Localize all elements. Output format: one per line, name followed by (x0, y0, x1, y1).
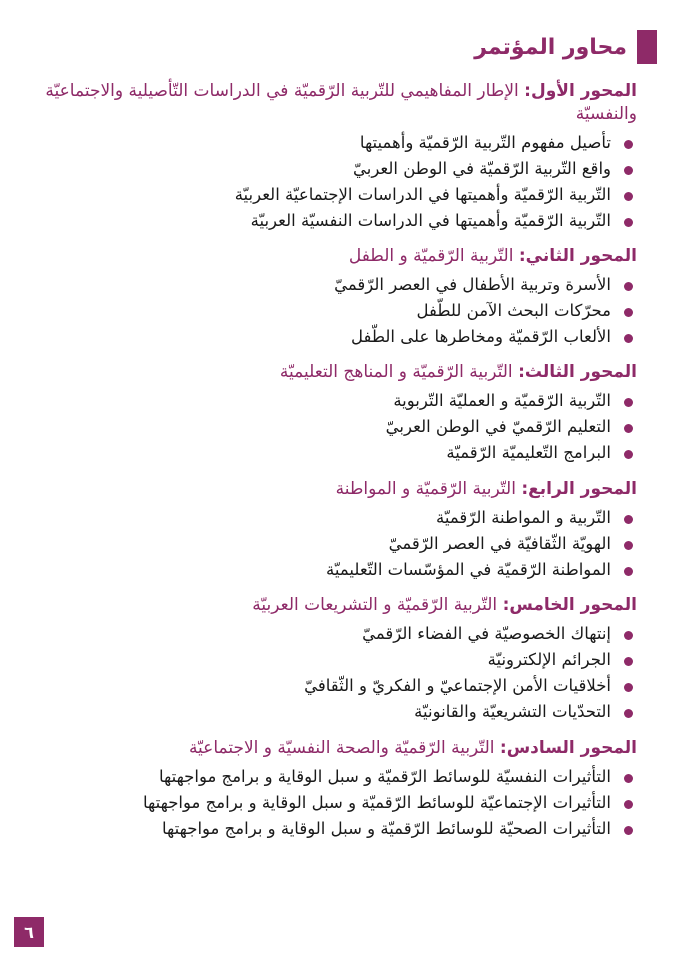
axis-4 (36, 478, 637, 583)
section-header (474, 30, 657, 64)
axis-items (36, 505, 637, 583)
list-item: التأثيرات النفسيّة للوسائط الرّقميّة و سبل الوقاية و برامج مواجهتها (36, 764, 637, 790)
list-item: أخلاقيات الأمن الإجتماعيّ و الفكريّ و الثّقافيّ (36, 673, 637, 699)
axis-label: المحور الثاني: (518, 246, 637, 266)
axis-topic: التّربية الرّقميّة و التشريعات العربيّة (252, 595, 498, 615)
list-item: الألعاب الرّقميّة ومخاطرها على الطّفل (36, 324, 637, 350)
axis-1 (36, 80, 637, 234)
axis-5 (36, 594, 637, 725)
list-item: محرّكات البحث الآمن للطّفل (36, 298, 637, 324)
list-item: الأسرة وتربية الأطفال في العصر الرّقميّ (36, 272, 637, 298)
axis-label: المحور السادس: (499, 738, 637, 758)
header-accent-bar (637, 30, 657, 64)
axis-items (36, 272, 637, 350)
page-number: ٦ (14, 917, 44, 947)
list-item: واقع التّربية الرّقميّة في الوطن العربيّ (36, 156, 637, 182)
list-item: التعليم الرّقميّ في الوطن العربيّ (36, 414, 637, 440)
axis-title (36, 478, 637, 501)
axis-items (36, 621, 637, 725)
axis-label: المحور الرابع: (521, 479, 637, 499)
axis-3 (36, 361, 637, 466)
list-item: البرامج التّعليميّة الرّقميّة (36, 440, 637, 466)
list-item: التّربية الرّقميّة و العمليّة التّربوية (36, 388, 637, 414)
list-item: التّربية الرّقميّة وأهميتها في الدراسات الإجتماعيّة العربيّة (36, 182, 637, 208)
axis-topic: الإطار المفاهيمي للتّربية الرّقميّة في الدراسات التّأصيلية والاجتماعيّة والنفسيّة (45, 81, 637, 124)
axis-label: المحور الثالث: (518, 362, 637, 382)
axis-items (36, 764, 637, 842)
axis-label: المحور الأول: (524, 81, 637, 101)
axis-topic: التّربية الرّقميّة و المواطنة (335, 479, 516, 499)
axis-topic: التّربية الرّقميّة والصحة النفسيّة و الاجتماعيّة (188, 738, 495, 758)
list-item: التأثيرات الإجتماعيّة للوسائط الرّقميّة و سبل الوقاية و برامج مواجهتها (36, 790, 637, 816)
axis-items (36, 130, 637, 234)
list-item: التّربية الرّقميّة وأهميتها في الدراسات النفسيّة العربيّة (36, 208, 637, 234)
list-item: الهويّة الثّقافيّة في العصر الرّقميّ (36, 531, 637, 557)
list-item: التّربية و المواطنة الرّقميّة (36, 505, 637, 531)
list-item: التحدّيات التشريعيّة والقانونيّة (36, 699, 637, 725)
axis-items (36, 388, 637, 466)
axis-title (36, 80, 637, 126)
axis-title (36, 594, 637, 617)
list-item: المواطنة الرّقميّة في المؤسّسات التّعليميّة (36, 557, 637, 583)
list-item: التأثيرات الصحيّة للوسائط الرّقميّة و سبل الوقاية و برامج مواجهتها (36, 816, 637, 842)
page-title: محاور المؤتمر (474, 34, 627, 60)
axis-label: المحور الخامس: (502, 595, 637, 615)
axis-title (36, 245, 637, 268)
axis-2 (36, 245, 637, 350)
axis-title (36, 737, 637, 760)
list-item: الجرائم الإلكترونيّة (36, 647, 637, 673)
list-item: تأصيل مفهوم التّربية الرّقميّة وأهميتها (36, 130, 637, 156)
axis-6 (36, 737, 637, 842)
list-item: إنتهاك الخصوصيّة في الفضاء الرّقميّ (36, 621, 637, 647)
axis-topic: التّربية الرّقميّة و الطفل (348, 246, 514, 266)
axis-title (36, 361, 637, 384)
axis-topic: التّربية الرّقميّة و المناهج التعليميّة (279, 362, 513, 382)
